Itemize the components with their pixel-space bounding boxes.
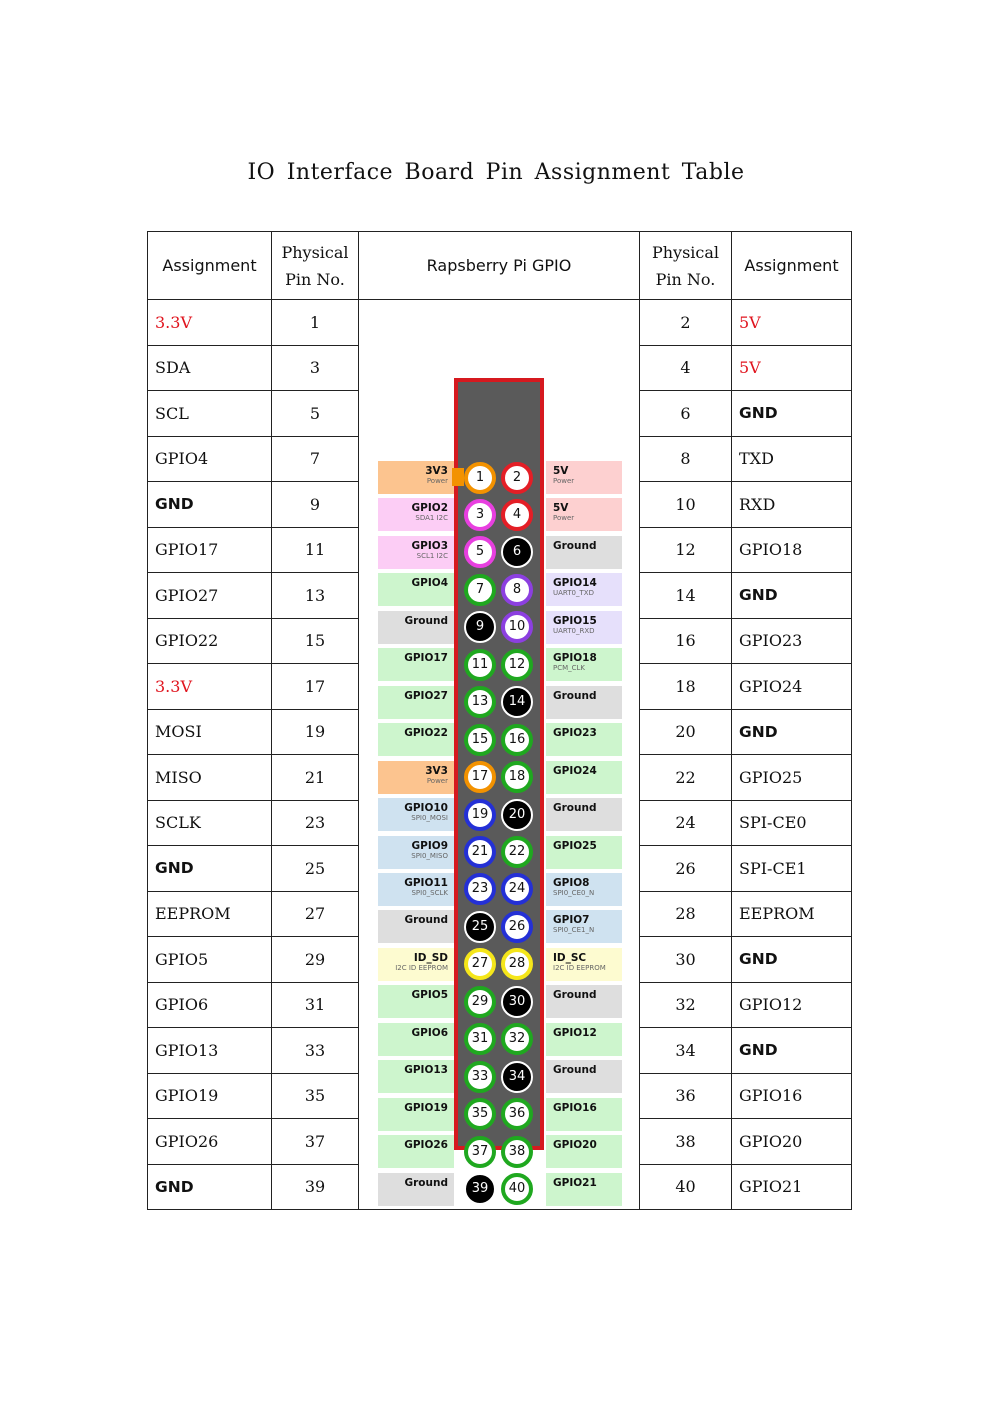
pin-9-circle: 9 [464, 611, 496, 643]
pin-35-label [378, 1098, 454, 1131]
pin-function-name: GPIO13 [404, 1064, 448, 1077]
right-pin-cell: 32 [640, 982, 732, 1028]
pin-27-label [378, 948, 454, 981]
pin-function-detail: I2C ID EEPROM [553, 963, 606, 972]
right-assignment-cell: GND [732, 937, 852, 983]
pin-function-detail: SPI0_MISO [411, 851, 448, 860]
pin-34-label [546, 1060, 622, 1093]
pin-18-label [546, 761, 622, 794]
right-assignment-cell: 5V [732, 345, 852, 391]
left-assignment-cell: EEPROM [148, 891, 272, 937]
right-pin-cell: 38 [640, 1119, 732, 1165]
pin-34-circle: 34 [501, 1061, 533, 1093]
left-assignment-cell: GPIO13 [148, 1028, 272, 1074]
pin-function-name: Ground [404, 1176, 448, 1189]
table-header-row [148, 232, 852, 300]
right-pin-cell: 4 [640, 345, 732, 391]
right-assignment-cell: GPIO24 [732, 664, 852, 710]
pin-40-circle: 40 [501, 1173, 533, 1205]
pin-25-circle: 25 [464, 911, 496, 943]
pin-function-name: Ground [553, 989, 597, 1002]
header-left-pin-line2: Pin No. [285, 269, 345, 289]
right-pin-cell: 26 [640, 846, 732, 892]
pin-function-name: 5V [553, 502, 569, 515]
pin-1-circle: 1 [464, 462, 496, 494]
left-assignment-cell: GPIO19 [148, 1073, 272, 1119]
left-assignment-cell: GPIO6 [148, 982, 272, 1028]
pin-function-name: GPIO25 [553, 839, 597, 852]
right-assignment-cell: GND [732, 709, 852, 755]
pin-function-name: Ground [553, 689, 597, 702]
right-pin-cell: 34 [640, 1028, 732, 1074]
pin-38-label [546, 1135, 622, 1168]
pin-16-label [546, 723, 622, 756]
pin-9-label [378, 611, 454, 644]
right-assignment-cell: EEPROM [732, 891, 852, 937]
right-assignment-cell: SPI-CE0 [732, 800, 852, 846]
pin-32-label [546, 1023, 622, 1056]
pin-22-label [546, 836, 622, 869]
pin-30-circle: 30 [501, 986, 533, 1018]
pin-function-name: GPIO8 [553, 876, 590, 889]
pin-function-name: GPIO12 [553, 1026, 597, 1039]
right-assignment-cell: GPIO23 [732, 618, 852, 664]
pin-function-name: GPIO7 [553, 914, 590, 927]
right-pin-cell: 28 [640, 891, 732, 937]
left-assignment-cell: GND [148, 1164, 272, 1210]
pin-24-circle: 24 [501, 873, 533, 905]
pin-3-label [378, 498, 454, 531]
left-assignment-cell: GPIO17 [148, 527, 272, 573]
pin-function-name: GPIO20 [553, 1139, 597, 1152]
right-assignment-cell: GPIO12 [732, 982, 852, 1028]
right-assignment-cell: GPIO21 [732, 1164, 852, 1210]
left-pin-cell: 11 [272, 527, 359, 573]
pin-33-circle: 33 [464, 1061, 496, 1093]
header-left-pin-line1: Physical [281, 242, 349, 262]
pin-function-name: GPIO26 [404, 1139, 448, 1152]
right-assignment-cell: TXD [732, 436, 852, 482]
pin-20-label [546, 798, 622, 831]
pin-37-label [378, 1135, 454, 1168]
left-assignment-cell: 3.3V [148, 300, 272, 346]
right-pin-cell: 10 [640, 482, 732, 528]
pin-function-detail: SDA1 I2C [415, 514, 448, 523]
pin-function-name: GPIO18 [553, 652, 597, 665]
left-pin-cell: 25 [272, 846, 359, 892]
gpio-header-diagram [359, 300, 639, 1210]
pin-26-label [546, 910, 622, 943]
pin-39-circle: 39 [464, 1173, 496, 1205]
left-pin-cell: 19 [272, 709, 359, 755]
right-assignment-cell: GND [732, 573, 852, 619]
left-assignment-cell: SDA [148, 345, 272, 391]
left-assignment-cell: GPIO22 [148, 618, 272, 664]
right-pin-cell: 14 [640, 573, 732, 619]
right-pin-cell: 30 [640, 937, 732, 983]
pin-function-name: GPIO10 [404, 802, 448, 815]
pin-function-name: 5V [553, 465, 569, 477]
pin-function-name: GPIO14 [553, 577, 597, 590]
pin-27-circle: 27 [464, 948, 496, 980]
pin-1-square-marker [452, 468, 464, 486]
pin-11-label [378, 648, 454, 681]
left-assignment-cell: SCLK [148, 800, 272, 846]
pin-function-name: Ground [553, 802, 597, 815]
pin-15-label [378, 723, 454, 756]
pin-function-detail: PCM_CLK [553, 664, 586, 673]
pin-8-label [546, 573, 622, 606]
right-pin-cell: 12 [640, 527, 732, 573]
pin-28-label [546, 948, 622, 981]
pin-2-label [546, 461, 622, 494]
pin-31-circle: 31 [464, 1023, 496, 1055]
pin-function-name: ID_SC [553, 951, 587, 964]
pin-17-circle: 17 [464, 761, 496, 793]
left-pin-cell: 3 [272, 345, 359, 391]
pin-function-name: GPIO21 [553, 1176, 597, 1189]
left-pin-cell: 35 [272, 1073, 359, 1119]
pin-function-detail: SPI0_SCLK [411, 888, 448, 897]
pin-5-label [378, 536, 454, 569]
right-pin-cell: 6 [640, 391, 732, 437]
header-left-physical-pin [272, 232, 359, 300]
header-right-physical-pin [640, 232, 732, 300]
pin-function-detail: Power [426, 477, 448, 485]
pin-assignment-table [147, 231, 852, 1210]
pin-25-label [378, 910, 454, 943]
right-assignment-cell: 5V [732, 300, 852, 346]
pin-1-label [378, 461, 454, 494]
left-pin-cell: 1 [272, 300, 359, 346]
left-assignment-cell: MOSI [148, 709, 272, 755]
pin-35-circle: 35 [464, 1098, 496, 1130]
left-pin-cell: 13 [272, 573, 359, 619]
pin-function-detail: Power [553, 514, 575, 523]
right-pin-cell: 36 [640, 1073, 732, 1119]
left-pin-cell: 37 [272, 1119, 359, 1165]
pin-20-circle: 20 [501, 799, 533, 831]
pin-23-circle: 23 [464, 873, 496, 905]
pin-function-name: GPIO3 [411, 539, 448, 552]
left-assignment-cell: SCL [148, 391, 272, 437]
pin-39-label [378, 1173, 454, 1206]
pin-function-name: Ground [404, 614, 448, 627]
pin-38-circle: 38 [501, 1136, 533, 1168]
document-title: IO Interface Board Pin Assignment Table [247, 160, 745, 185]
pin-21-label [378, 836, 454, 869]
pin-function-name: GPIO23 [553, 727, 597, 740]
left-pin-cell: 7 [272, 436, 359, 482]
pin-function-detail: I2C ID EEPROM [395, 963, 448, 972]
pin-function-name: GPIO6 [411, 1026, 448, 1039]
right-pin-cell: 2 [640, 300, 732, 346]
pin-function-detail: SPI0_CE1_N [553, 926, 595, 935]
table-body [148, 300, 852, 1210]
left-assignment-cell: GND [148, 846, 272, 892]
right-assignment-cell: SPI-CE1 [732, 846, 852, 892]
pin-12-circle: 12 [501, 649, 533, 681]
left-assignment-cell: GPIO26 [148, 1119, 272, 1165]
pin-function-name: Ground [404, 914, 448, 927]
left-pin-cell: 31 [272, 982, 359, 1028]
header-right-pin-line1: Physical [651, 242, 720, 262]
pin-30-label [546, 985, 622, 1018]
right-assignment-cell: GPIO20 [732, 1119, 852, 1165]
header-left-assignment: Assignment [148, 232, 272, 300]
pin-19-circle: 19 [464, 799, 496, 831]
right-assignment-cell: GPIO25 [732, 755, 852, 801]
pin-function-name: Ground [553, 1064, 597, 1077]
pin-28-circle: 28 [501, 948, 533, 980]
pin-21-circle: 21 [464, 836, 496, 868]
left-pin-cell: 33 [272, 1028, 359, 1074]
pin-function-name: GPIO22 [404, 727, 448, 740]
left-pin-cell: 17 [272, 664, 359, 710]
pin-function-name: 3V3 [425, 764, 448, 777]
right-pin-cell: 8 [640, 436, 732, 482]
pin-function-detail: SCL1 I2C [416, 551, 448, 560]
pin-function-detail: SPI0_MOSI [411, 814, 448, 823]
pin-function-name: Ground [553, 539, 597, 552]
pin-function-name: GPIO11 [404, 876, 448, 889]
header-right-pin-line2: Pin No. [655, 269, 716, 289]
pin-23-label [378, 873, 454, 906]
pin-2-circle: 2 [501, 462, 533, 494]
right-pin-cell: 18 [640, 664, 732, 710]
pin-function-name: ID_SD [413, 951, 448, 964]
pin-function-name: GPIO15 [553, 614, 597, 627]
right-pin-cell: 20 [640, 709, 732, 755]
right-assignment-cell: GND [732, 1028, 852, 1074]
pin-4-circle: 4 [501, 499, 533, 531]
pin-6-circle: 6 [501, 536, 533, 568]
right-pin-cell: 22 [640, 755, 732, 801]
pin-8-circle: 8 [501, 574, 533, 606]
pin-function-name: GPIO4 [411, 577, 448, 590]
pin-37-circle: 37 [464, 1136, 496, 1168]
pin-17-label [378, 761, 454, 794]
header-gpio: Rapsberry Pi GPIO [359, 232, 640, 300]
pin-function-detail: SPI0_CE0_N [553, 888, 595, 897]
pin-function-name: 3V3 [425, 465, 448, 477]
pin-33-label [378, 1060, 454, 1093]
right-assignment-cell: GPIO16 [732, 1073, 852, 1119]
pin-function-name: GPIO19 [404, 1101, 448, 1114]
pin-14-circle: 14 [501, 686, 533, 718]
left-pin-cell: 27 [272, 891, 359, 937]
pin-function-name: GPIO24 [553, 764, 597, 777]
left-assignment-cell: MISO [148, 755, 272, 801]
pin-22-circle: 22 [501, 836, 533, 868]
right-pin-cell: 16 [640, 618, 732, 664]
right-pin-cell: 40 [640, 1164, 732, 1210]
table-row [148, 300, 852, 346]
pin-36-label [546, 1098, 622, 1131]
pin-3-circle: 3 [464, 499, 496, 531]
pin-10-circle: 10 [501, 611, 533, 643]
left-pin-cell: 39 [272, 1164, 359, 1210]
gpio-diagram-cell [359, 300, 640, 1210]
pin-function-detail: Power [426, 776, 448, 785]
left-pin-cell: 15 [272, 618, 359, 664]
pin-function-name: GPIO16 [553, 1101, 597, 1114]
pin-32-circle: 32 [501, 1023, 533, 1055]
left-assignment-cell: GPIO4 [148, 436, 272, 482]
pin-function-detail: UART0_RXD [553, 626, 595, 635]
pin-18-circle: 18 [501, 761, 533, 793]
pin-function-detail: Power [553, 477, 575, 485]
left-pin-cell: 5 [272, 391, 359, 437]
pin-10-label [546, 611, 622, 644]
pin-26-circle: 26 [501, 911, 533, 943]
left-pin-cell: 29 [272, 937, 359, 983]
header-right-assignment: Assignment [732, 232, 852, 300]
left-assignment-cell: GPIO5 [148, 937, 272, 983]
pin-29-label [378, 985, 454, 1018]
pin-7-label [378, 573, 454, 606]
pin-function-name: GPIO27 [404, 689, 448, 702]
pin-14-label [546, 686, 622, 719]
pin-40-label [546, 1173, 622, 1206]
pin-function-name: GPIO9 [411, 839, 448, 852]
pin-6-label [546, 536, 622, 569]
pin-11-circle: 11 [464, 649, 496, 681]
pin-19-label [378, 798, 454, 831]
left-pin-cell: 23 [272, 800, 359, 846]
pin-13-label [378, 686, 454, 719]
pin-7-circle: 7 [464, 574, 496, 606]
left-pin-cell: 9 [272, 482, 359, 528]
left-assignment-cell: 3.3V [148, 664, 272, 710]
pin-16-circle: 16 [501, 724, 533, 756]
left-pin-cell: 21 [272, 755, 359, 801]
left-assignment-cell: GPIO27 [148, 573, 272, 619]
pin-5-circle: 5 [464, 536, 496, 568]
pin-function-name: GPIO2 [411, 502, 448, 515]
pin-31-label [378, 1023, 454, 1056]
right-assignment-cell: GPIO18 [732, 527, 852, 573]
right-assignment-cell: GND [732, 391, 852, 437]
right-pin-cell: 24 [640, 800, 732, 846]
pin-29-circle: 29 [464, 986, 496, 1018]
pin-function-name: GPIO17 [404, 652, 448, 665]
pin-function-name: GPIO5 [411, 989, 448, 1002]
pin-12-label [546, 648, 622, 681]
pin-36-circle: 36 [501, 1098, 533, 1130]
pin-13-circle: 13 [464, 686, 496, 718]
pin-24-label [546, 873, 622, 906]
pin-function-detail: UART0_TXD [553, 589, 594, 598]
left-assignment-cell: GND [148, 482, 272, 528]
pin-4-label [546, 498, 622, 531]
pin-15-circle: 15 [464, 724, 496, 756]
right-assignment-cell: RXD [732, 482, 852, 528]
